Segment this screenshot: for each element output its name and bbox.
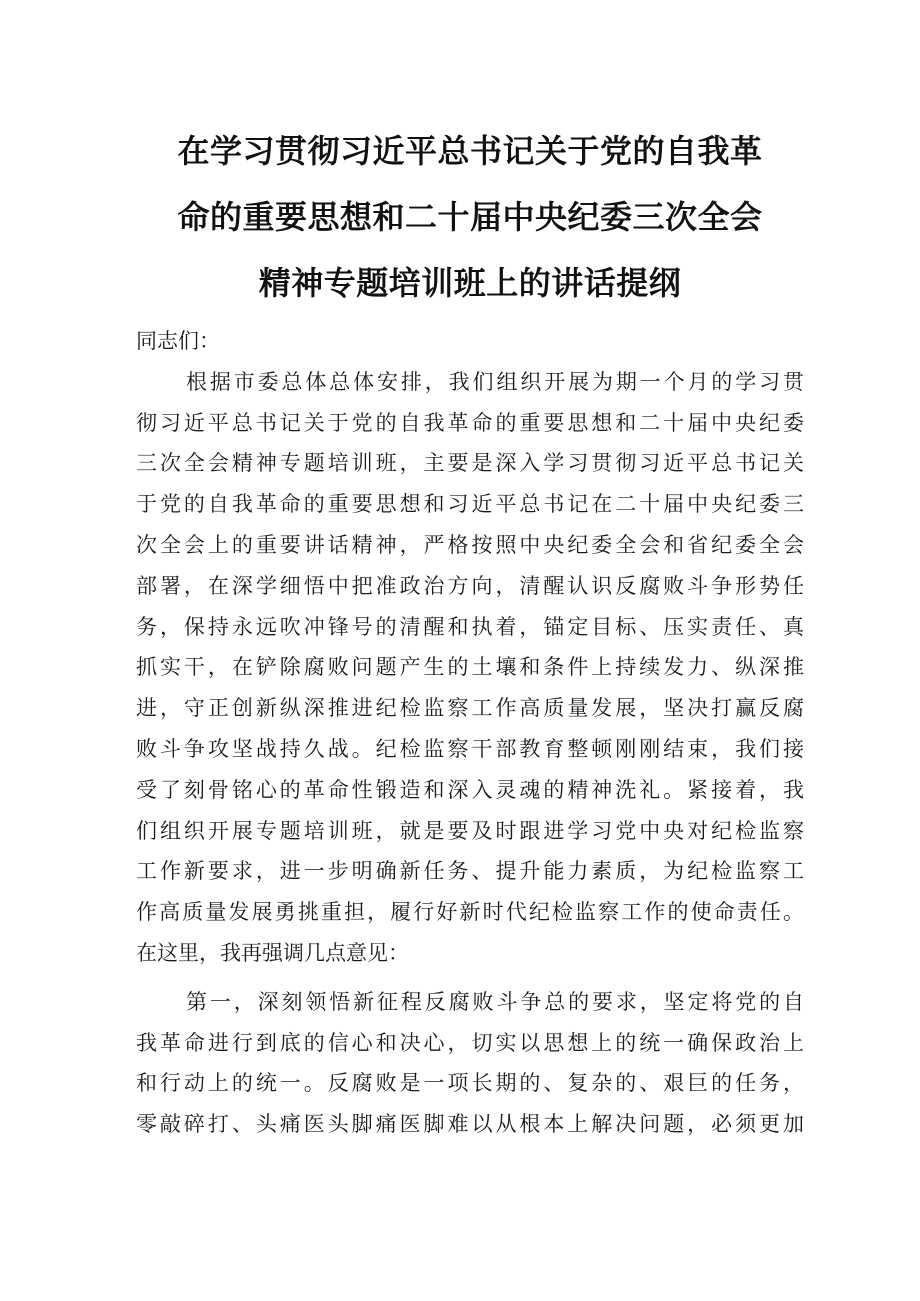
paragraph-line: 工作新要求，进一步明确新任务、提升能力素质，为纪检监察工: [136, 859, 804, 884]
paragraph-line: 彻习近平总书记关于党的自我革命的重要思想和二十届中央纪委: [136, 410, 804, 435]
paragraph-line: 们组织开展专题培训班，就是要及时跟进学习党中央对纪检监察: [136, 818, 804, 843]
paragraph-line: 受了刻骨铭心的革命性锻造和深入灵魂的精神洗礼。紧接着，我: [136, 777, 804, 802]
paragraph-line: 三次全会精神专题培训班，主要是深入学习贯彻习近平总书记关: [136, 451, 804, 476]
title-line-2: 命的重要思想和二十届中央纪委三次全会: [177, 198, 763, 236]
paragraph-line: 零敲碎打、头痛医头脚痛医脚难以从根本上解决问题，必须更加: [136, 1112, 804, 1137]
paragraph-line: 和行动上的统一。反腐败是一项长期的、复杂的、艰巨的任务，: [136, 1071, 804, 1096]
title-line-3: 精神专题培训班上的讲话提纲: [258, 264, 682, 302]
paragraph-line: 次全会上的重要讲话精神，严格按照中央纪委全会和省纪委全会: [136, 532, 804, 557]
paragraph-line: 进，守正创新纵深推进纪检监察工作高质量发展，坚决打赢反腐: [136, 696, 804, 721]
paragraph-line: 败斗争攻坚战持久战。纪检监察干部教育整顿刚刚结束，我们接: [136, 736, 804, 761]
paragraph-1: [136, 362, 804, 974]
paragraph-line: 务，保持永远吹冲锋号的清醒和执着，锚定目标、压实责任、真: [136, 614, 804, 639]
paragraph-line: 根据市委总体总体安排，我们组织开展为期一个月的学习贯: [186, 369, 804, 394]
title-line-1: 在学习贯彻习近平总书记关于党的自我革: [177, 132, 763, 170]
paragraph-gap: [136, 974, 804, 982]
document-body: [136, 321, 804, 1145]
paragraph-line: 在这里，我再强调几点意见：: [136, 940, 409, 965]
paragraph-line: 我革命进行到底的信心和决心，切实以思想上的统一确保政治上: [136, 1030, 804, 1055]
paragraph-line: 第一，深刻领悟新征程反腐败斗争总的要求，坚定将党的自: [186, 989, 804, 1014]
salutation: 同志们：: [136, 329, 220, 353]
paragraph-2: [136, 982, 804, 1145]
paragraph-line: 作高质量发展勇挑重担，履行好新时代纪检监察工作的使命责任。: [136, 900, 804, 925]
paragraph-line: 抓实干，在铲除腐败问题产生的土壤和条件上持续发力、纵深推: [136, 655, 804, 680]
paragraph-line: 部署，在深学细悟中把准政治方向，清醒认识反腐败斗争形势任: [136, 573, 804, 598]
paragraph-line: 于党的自我革命的重要思想和习近平总书记在二十届中央纪委三: [136, 492, 804, 517]
